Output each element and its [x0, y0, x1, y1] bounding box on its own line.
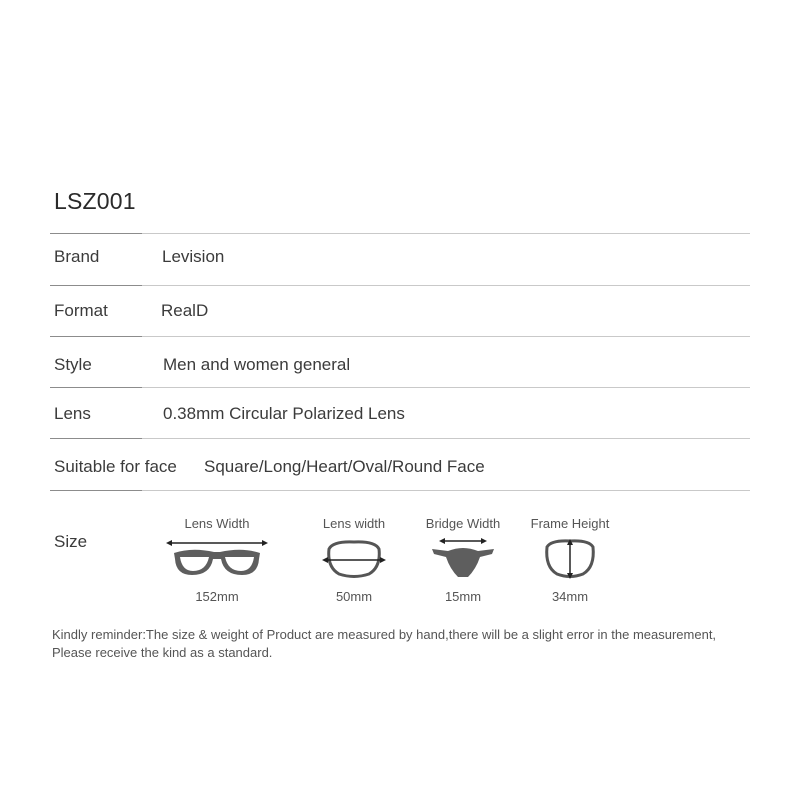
product-code: LSZ001	[54, 188, 136, 214]
spec-value-face: Square/Long/Heart/Oval/Round Face	[204, 457, 485, 476]
measure-frame-width	[157, 516, 277, 604]
divider	[50, 233, 750, 234]
frame-height-icon	[535, 537, 605, 581]
measure-caption: Bridge Width	[425, 516, 501, 531]
spec-value-lens: 0.38mm Circular Polarized Lens	[163, 404, 405, 423]
divider	[50, 336, 750, 337]
spec-value-style: Men and women general	[163, 355, 351, 374]
measure-caption: Lens width	[322, 516, 386, 531]
kindly-reminder	[52, 626, 782, 662]
spec-label-style: Style	[54, 355, 92, 374]
measure-value: 15mm	[444, 589, 482, 604]
measure-caption: Frame Height	[530, 516, 610, 531]
reminder-line: Please receive the kind as a standard.	[52, 645, 273, 660]
divider	[50, 490, 750, 491]
measure-caption: Lens Width	[184, 516, 250, 531]
spec-label-format: Format	[54, 301, 108, 320]
measure-lens-width	[294, 516, 414, 604]
spec-label-lens: Lens	[54, 404, 91, 423]
frame-width-icon	[162, 537, 272, 581]
spec-value-brand: Levision	[162, 247, 225, 266]
measure-bridge-width	[403, 516, 523, 604]
measure-value: 152mm	[195, 589, 239, 604]
reminder-line: Kindly reminder:The size & weight of Product are measured by hand,there will be a slight error in the measurement,	[52, 627, 717, 642]
measure-value: 34mm	[551, 589, 589, 604]
measure-frame-height	[510, 516, 630, 604]
spec-label-brand: Brand	[54, 247, 100, 266]
divider	[50, 438, 750, 439]
spec-value-format: RealD	[161, 301, 209, 320]
measure-value: 50mm	[335, 589, 373, 604]
spec-label-face: Suitable for face	[54, 457, 177, 476]
divider	[50, 387, 750, 388]
size-label: Size	[54, 532, 88, 551]
bridge-width-icon	[428, 537, 498, 581]
divider	[50, 285, 750, 286]
lens-width-icon	[319, 537, 389, 581]
